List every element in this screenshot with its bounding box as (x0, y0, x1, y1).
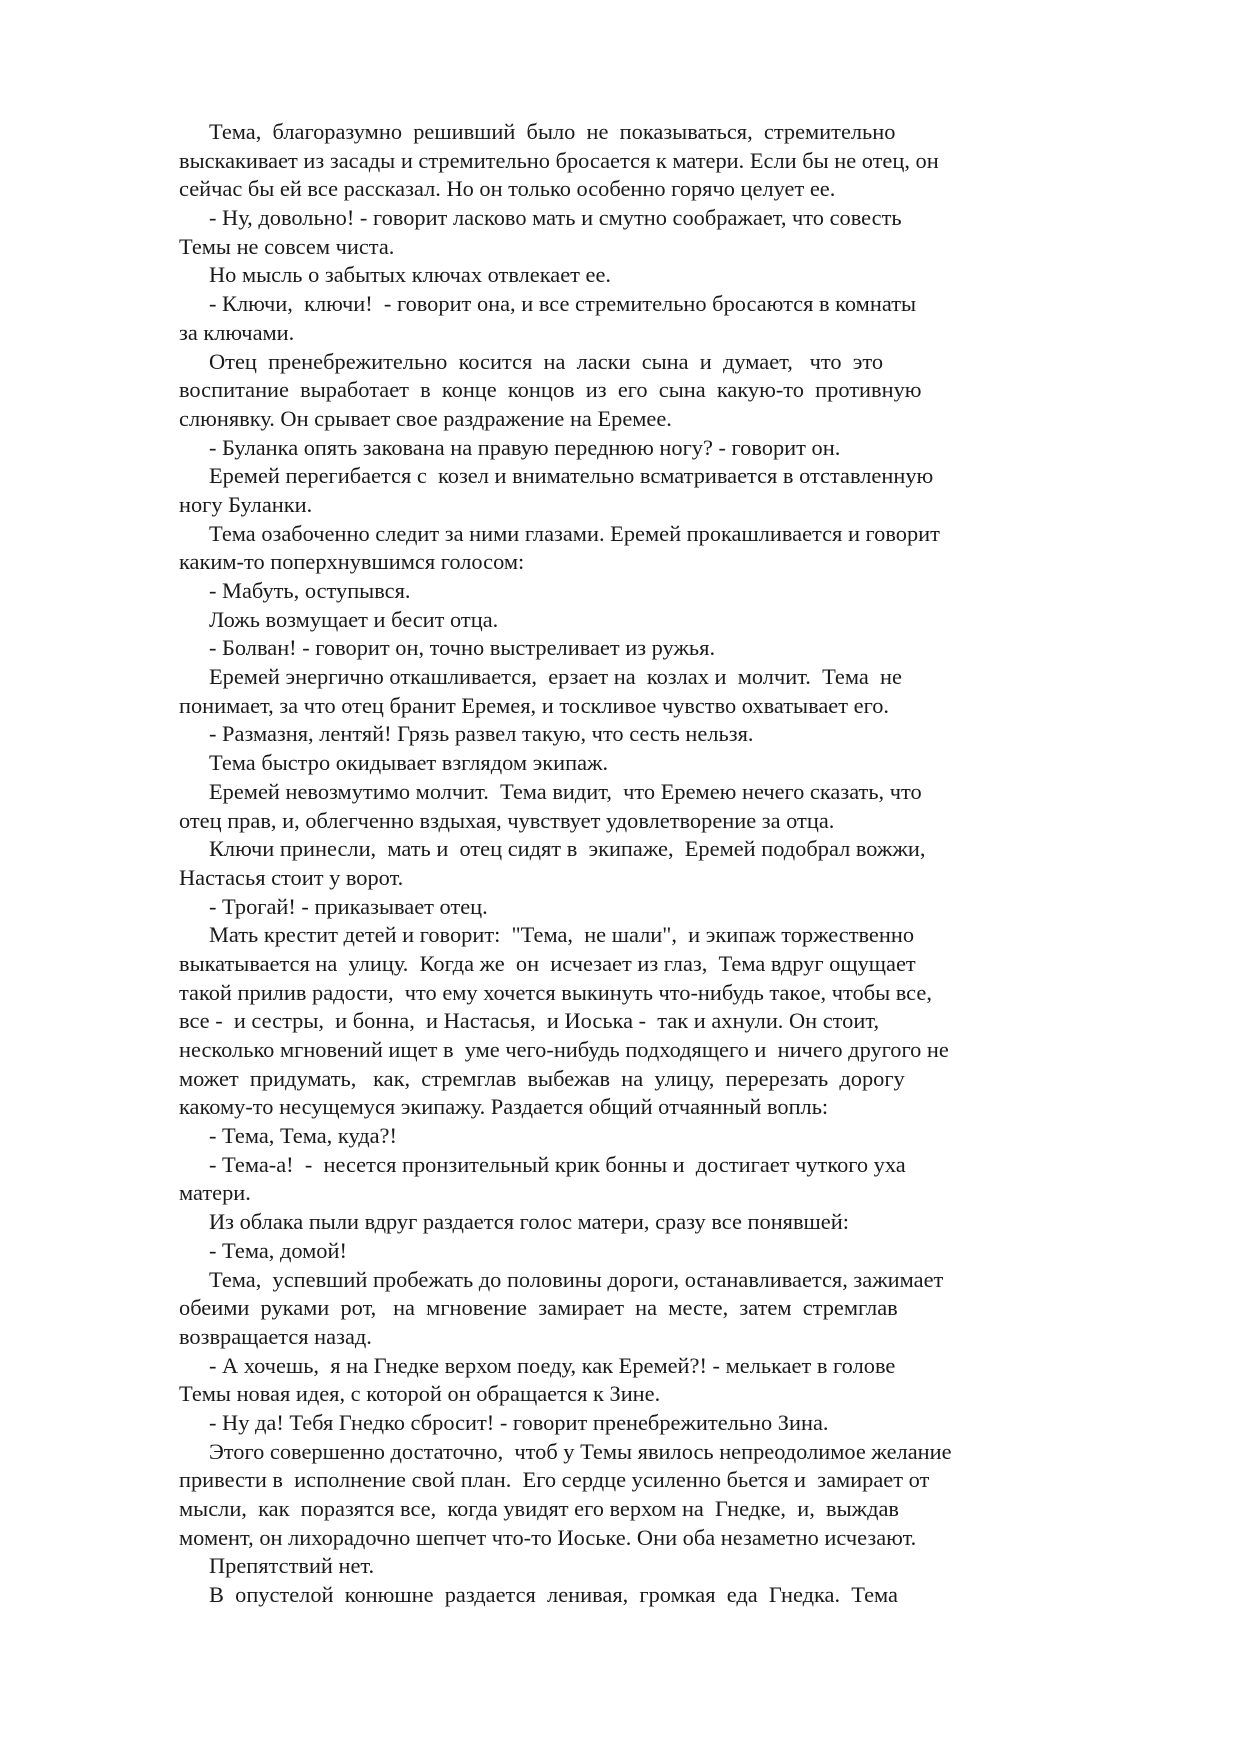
text-line: все - и сестры, и бонна, и Настасья, и Иоська - так и ахнули. Он стоит, (179, 1008, 880, 1034)
text-line: - Буланка опять закована на правую переднюю ногу? - говорит он. (209, 434, 841, 460)
text-line: мысли, как поразятся все, когда увидят его верхом на Гнедке, и, выждав (179, 1496, 899, 1521)
text-line: несколько мгновений ищет в уме чего-нибудь подходящего и ничего другого не (179, 1037, 949, 1062)
text-line: Еремей перегибается с козел и внимательно всматривается в отставленную (209, 463, 934, 489)
text-line: Настасья стоит у ворот. (179, 864, 404, 890)
text-line: Еремей энергично откашливается, ерзает на козлах и молчит. Тема не (209, 664, 902, 690)
text-line: Препятствий нет. (209, 1553, 375, 1579)
text-line: какому-то несущемуся экипажу. Раздается общий отчаянный вопль: (179, 1094, 829, 1120)
text-line: отец прав, и, облегченно вздыхая, чувствует удовлетворение за отца. (179, 807, 835, 833)
text-line: - Тема-а! - несется пронзительный крик бонны и достигает чуткого уха (209, 1151, 906, 1177)
text-line: Темы новая идея, с которой он обращается к Зине. (179, 1381, 661, 1407)
text-line: - Мабуть, оступывся. (209, 578, 411, 603)
text-line: Тема, успевший пробежать до половины дороги, останавливается, зажимает (209, 1266, 944, 1292)
text-line: ногу Буланки. (179, 491, 313, 517)
text-line: может придумать, как, стремглав выбежав на улицу, перерезать дорогу (179, 1065, 905, 1091)
text-line: Этого совершенно достаточно, чтоб у Темы явилось непреодолимое желание (209, 1438, 952, 1464)
text-line: - Трогай! - приказывает отец. (209, 893, 488, 919)
text-line: Темы не совсем чиста. (179, 233, 395, 259)
text-line: - Тема, Тема, куда?! (209, 1123, 397, 1149)
text-line: - Размазня, лентяй! Грязь развел такую, что сесть нельзя. (209, 721, 754, 747)
text-line: за ключами. (179, 319, 295, 345)
text-line: понимает, за что отец бранит Еремея, и тоскливое чувство охватывает его. (179, 692, 889, 718)
text-line: момент, он лихорадочно шепчет что-то Иоське. Они оба незаметно исчезают. (179, 1524, 917, 1550)
text-line: Но мысль о забытых ключах отвлекает ее. (209, 262, 611, 288)
text-line: - А хочешь, я на Гнедке верхом поеду, как Еремей?! - мелькает в голове (209, 1352, 896, 1378)
text-line: - Ну да! Тебя Гнедко сбросит! - говорит пренебрежительно Зина. (209, 1409, 829, 1435)
text-line: возвращается назад. (179, 1323, 372, 1349)
text-line: обеими руками рот, на мгновение замирает на месте, затем стремглав (179, 1295, 898, 1321)
text-line: Отец пренебрежительно косится на ласки сына и думает, что это (209, 348, 884, 374)
text-line: Ключи принесли, мать и отец сидят в экипаже, Еремей подобрал вожжи, (209, 836, 926, 862)
text-line: воспитание выработает в конце концов из его сына какую-то противную (179, 377, 922, 403)
text-line: выскакивает из засады и стремительно бросается к матери. Если бы не отец, он (179, 147, 939, 173)
text-line: Тема быстро окидывает взглядом экипаж. (209, 750, 609, 776)
text-line: матери. (179, 1180, 251, 1206)
text-line: Тема озабоченно следит за ними глазами. Еремей прокашливается и говорит (209, 520, 940, 546)
text-line: Тема, благоразумно решивший было не показываться, стремительно (209, 119, 896, 144)
text-line: Ложь возмущает и бесит отца. (209, 606, 499, 632)
text-line: - Ключи, ключи! - говорит она, и все стремительно бросаются в комнаты (209, 291, 917, 317)
text-line: Из облака пыли вдруг раздается голос матери, сразу все понявшей: (209, 1209, 849, 1235)
text-line: Еремей невозмутимо молчит. Тема видит, что Еремею нечего сказать, что (209, 778, 922, 804)
text-line: привести в исполнение свой план. Его сердце усиленно бьется и замирает от (179, 1467, 930, 1493)
text-line: сейчас бы ей все рассказал. Но он только особенно горячо целует ее. (179, 176, 836, 202)
text-line: - Ну, довольно! - говорит ласково мать и смутно соображает, что совесть (209, 205, 902, 231)
text-line: каким-то поперхнувшимся голосом: (179, 549, 525, 575)
body-text (179, 118, 1059, 1610)
text-line: такой прилив радости, что ему хочется выкинуть что-нибудь такое, чтобы все, (179, 979, 932, 1005)
text-line: В опустелой конюшне раздается ленивая, громкая еда Гнедка. Тема (209, 1582, 898, 1608)
text-line: Мать крестит детей и говорит: "Тема, не шали", и экипаж торжественно (209, 922, 915, 948)
text-line: - Тема, домой! (209, 1237, 347, 1263)
text-line: выкатывается на улицу. Когда же он исчезает из глаз, Тема вдруг ощущает (179, 950, 916, 976)
text-line: - Болван! - говорит он, точно выстреливает из ружья. (209, 635, 716, 661)
text-line: слюнявку. Он срывает свое раздражение на Еремее. (179, 405, 672, 431)
